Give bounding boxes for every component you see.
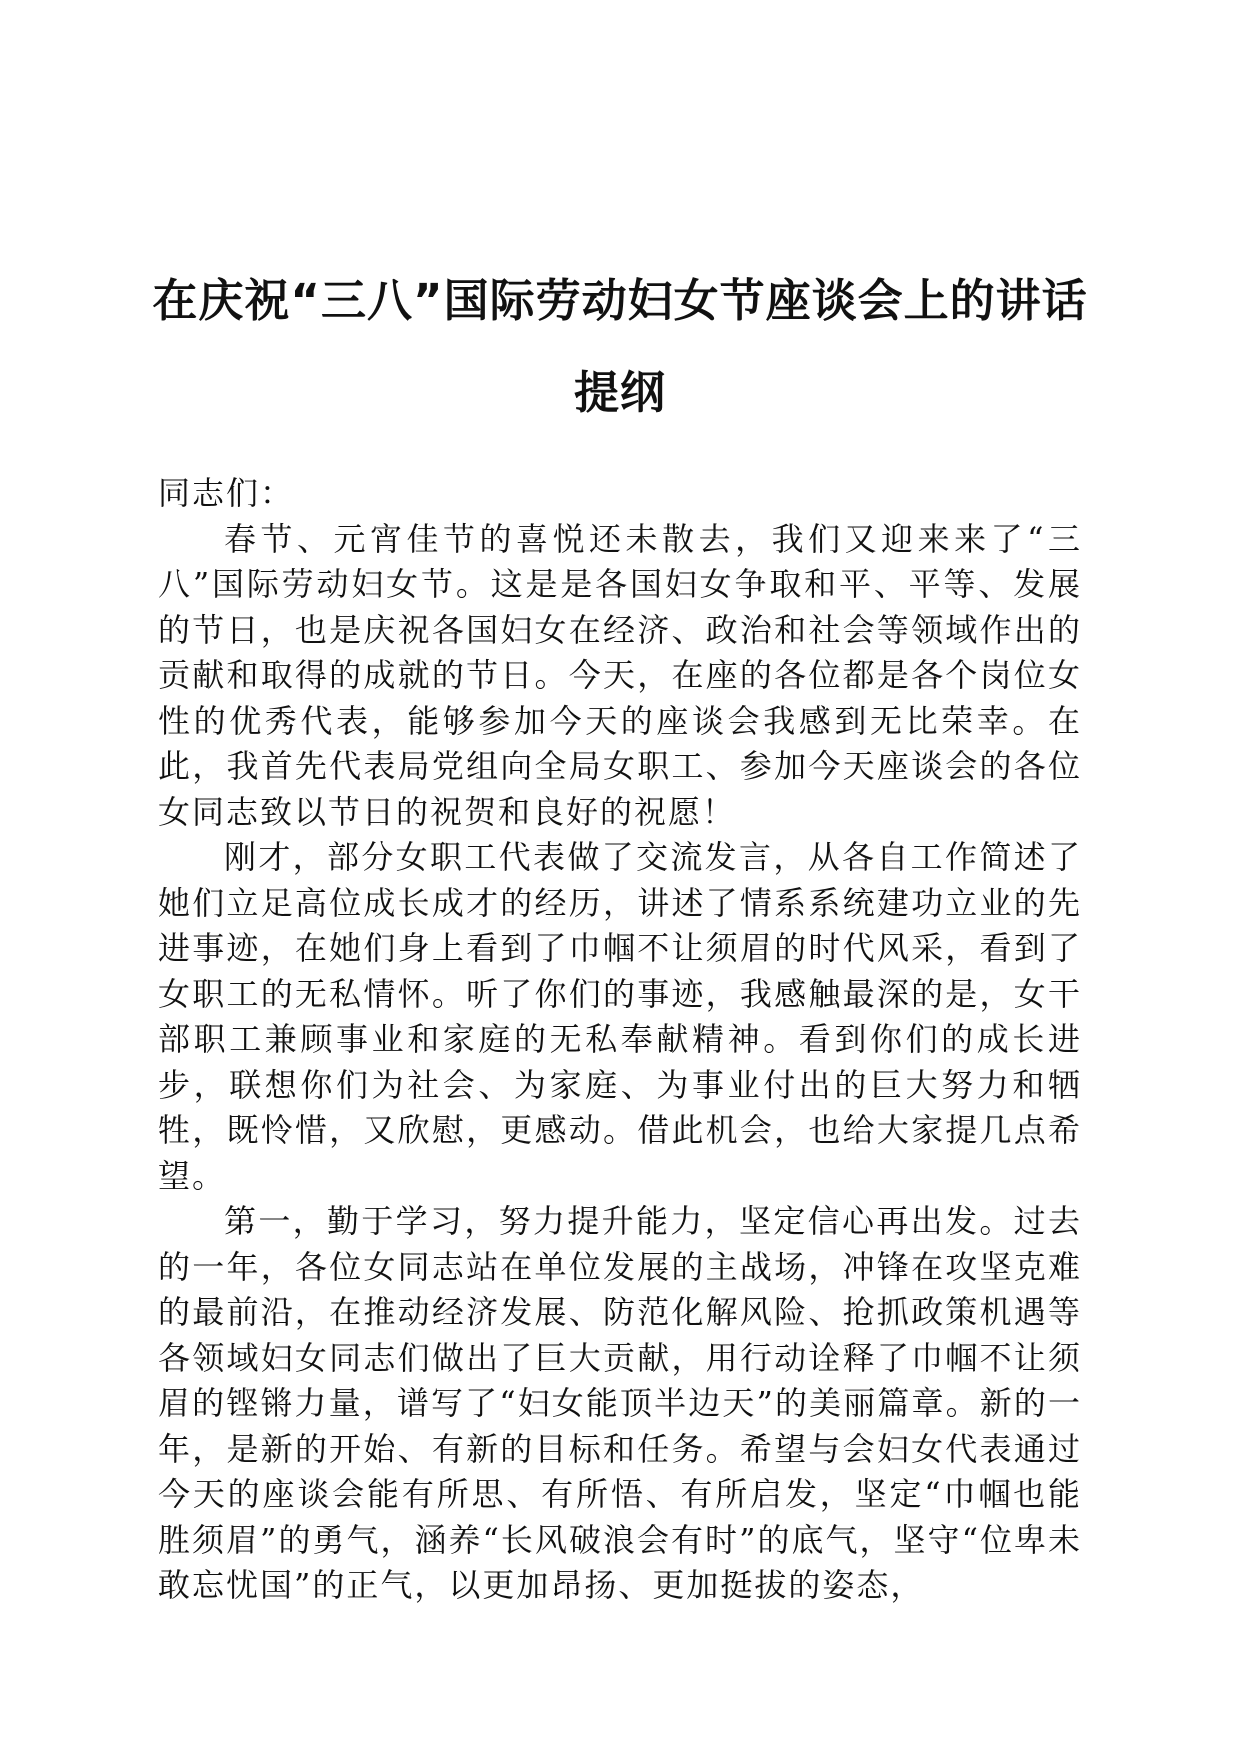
paragraph-3: 第一，勤于学习，努力提升能力，坚定信心再出发。过去的一年，各位女同志站在单位发展的主战场，冲锋在攻坚克难的最前沿，在推动经济发展、防范化解风险、抢抓政策机遇等各领域妇女同志们做出了巨大贡献，用行动诠释了巾帼不让须眉的铿锵力量，谱写了“妇女能顶半边天”的美丽篇章。新的一年，是新的开始、有新的目标和任务。希望与会妇女代表通过今天的座谈会能有所思、有所悟、有所启发，坚定“巾帼也能胜须眉”的勇气，涵养“长风破浪会有时”的底气，坚守“位卑未敢忘忧国”的正气，以更加昂扬、更加挺拔的姿态， [158, 1202, 1082, 1604]
paragraph-2: 刚才，部分女职工代表做了交流发言，从各自工作简述了她们立足高位成长成才的经历，讲述了情系系统建功立业的先进事迹，在她们身上看到了巾帼不让须眉的时代风采，看到了女职工的无私情怀。听了你们的事迹，我感触最深的是，女干部职工兼顾事业和家庭的无私奉献精神。看到你们的成长进步，联想你们为社会、为家庭、为事业付出的巨大努力和牺牲，既怜惜，又欣慰，更感动。借此机会，也给大家提几点希望。 [158, 838, 1082, 1195]
document-title: 在庆祝“三八”国际劳动妇女节座谈会上的讲话提纲 [152, 274, 1088, 419]
paragraph-1: 春节、元宵佳节的喜悦还未散去，我们又迎来来了“三八”国际劳动妇女节。这是是各国妇女争取和平、平等、发展的节日，也是庆祝各国妇女在经济、政治和社会等领域作出的贡献和取得的成就的节日。今天，在座的各位都是各个岗位女性的优秀代表，能够参加今天的座谈会我感到无比荣幸。在此，我首先代表局党组向全局女职工、参加今天座谈会的各位女同志致以节日的祝贺和良好的祝愿！ [158, 519, 1082, 831]
salutation: 同志们： [158, 474, 295, 512]
document-body [158, 471, 1082, 1609]
